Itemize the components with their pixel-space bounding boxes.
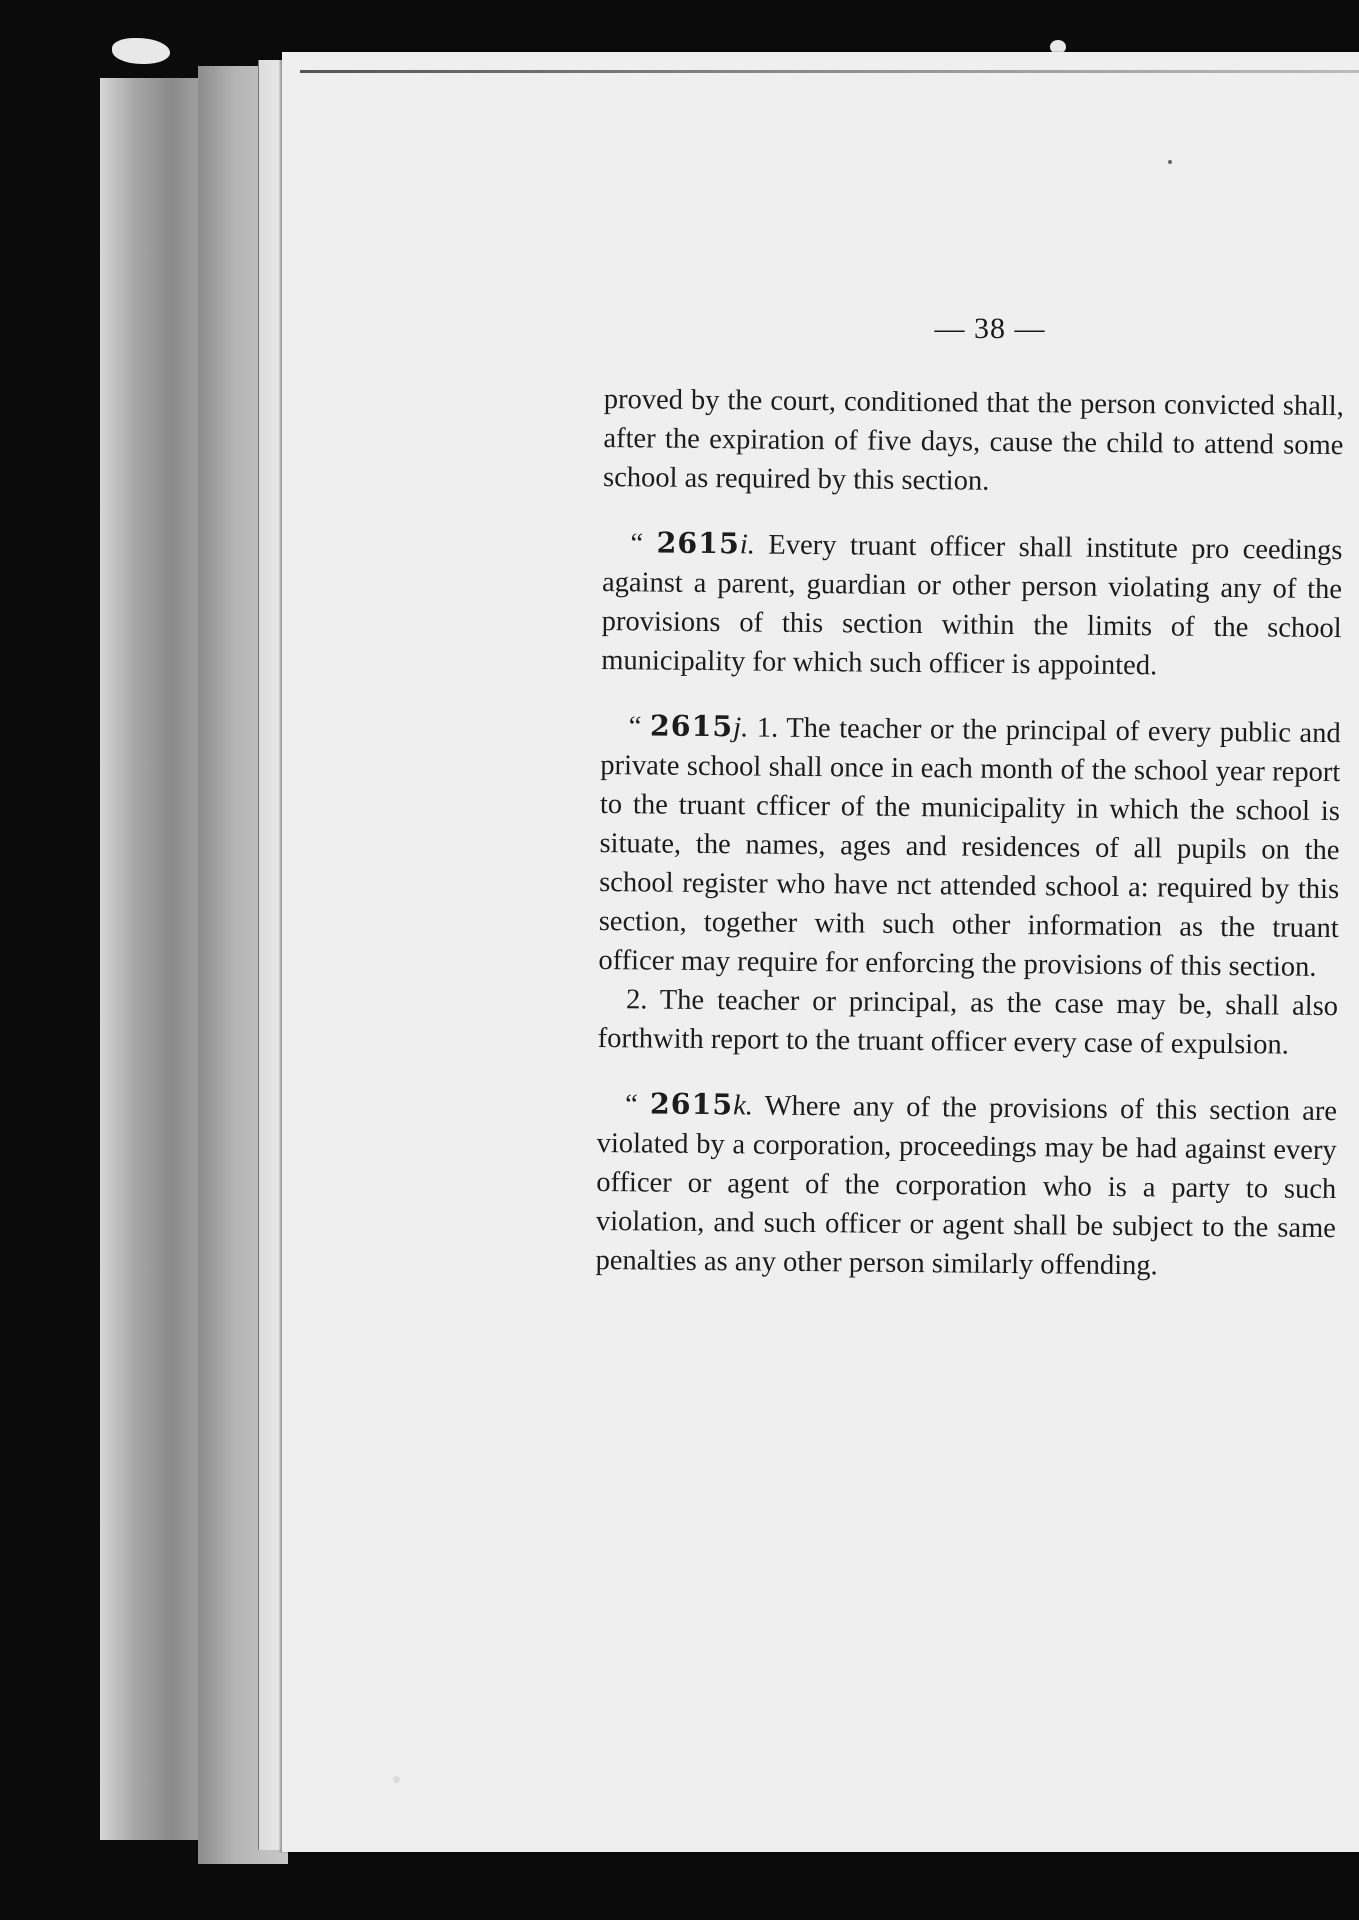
section-suffix: i. [739,529,756,561]
section-number: 2615 [649,708,734,744]
section-suffix: k. [733,1090,754,1122]
dust-speck [112,38,170,64]
paragraph-subsection-2: 2. The teacher or principal, as the case may be, shall also forthwith report to the truant officer every case of expulsion. [597,984,1339,1061]
stray-ink-dot [1168,160,1172,164]
body-text [595,380,1344,1313]
section-text: 1. The teacher or the principal of every public and private school shall once in each month of the school year report to the truant cfficer of the municipality in which the school is situate, the names, ages and residences of all pupils on the school register who have nct attended school a: required by this section, together with such other information as the truant officer may require for enforcing the provisions of this section. [598,712,1341,983]
section-number: 2615 [649,1086,734,1122]
paragraph-continuation: proved by the court, conditioned that the person convicted shall, after the expiration of five days, cause the child to attend some school as required by this section. [602,383,1344,497]
open-quote: “ [630,528,644,560]
paragraph-section-2615k [595,1084,1337,1287]
page-top-edge [300,70,1359,73]
open-quote: “ [628,711,642,743]
section-text: Every truant officer shall institute pro ceedings against a parent, guardian or other person violating any of the provisions of this section within the limits of the school municipality for which such officer is appointed. [601,529,1343,682]
stray-ink-dot [393,1776,400,1783]
paragraph-section-2615i [601,523,1342,687]
section-number: 2615 [656,525,741,561]
section-text: Where any of the provisions of this section are violated by a corporation, proceedings may be had against every officer or agent of the corporation who is a party to such violation, and such officer or agent shall be subject to the same penalties as any other person similarly offending. [595,1090,1338,1282]
open-quote: “ [624,1089,638,1121]
section-suffix: j. [733,712,749,744]
paragraph-section-2615j [598,706,1341,987]
page-number: — 38 — [934,312,1046,345]
